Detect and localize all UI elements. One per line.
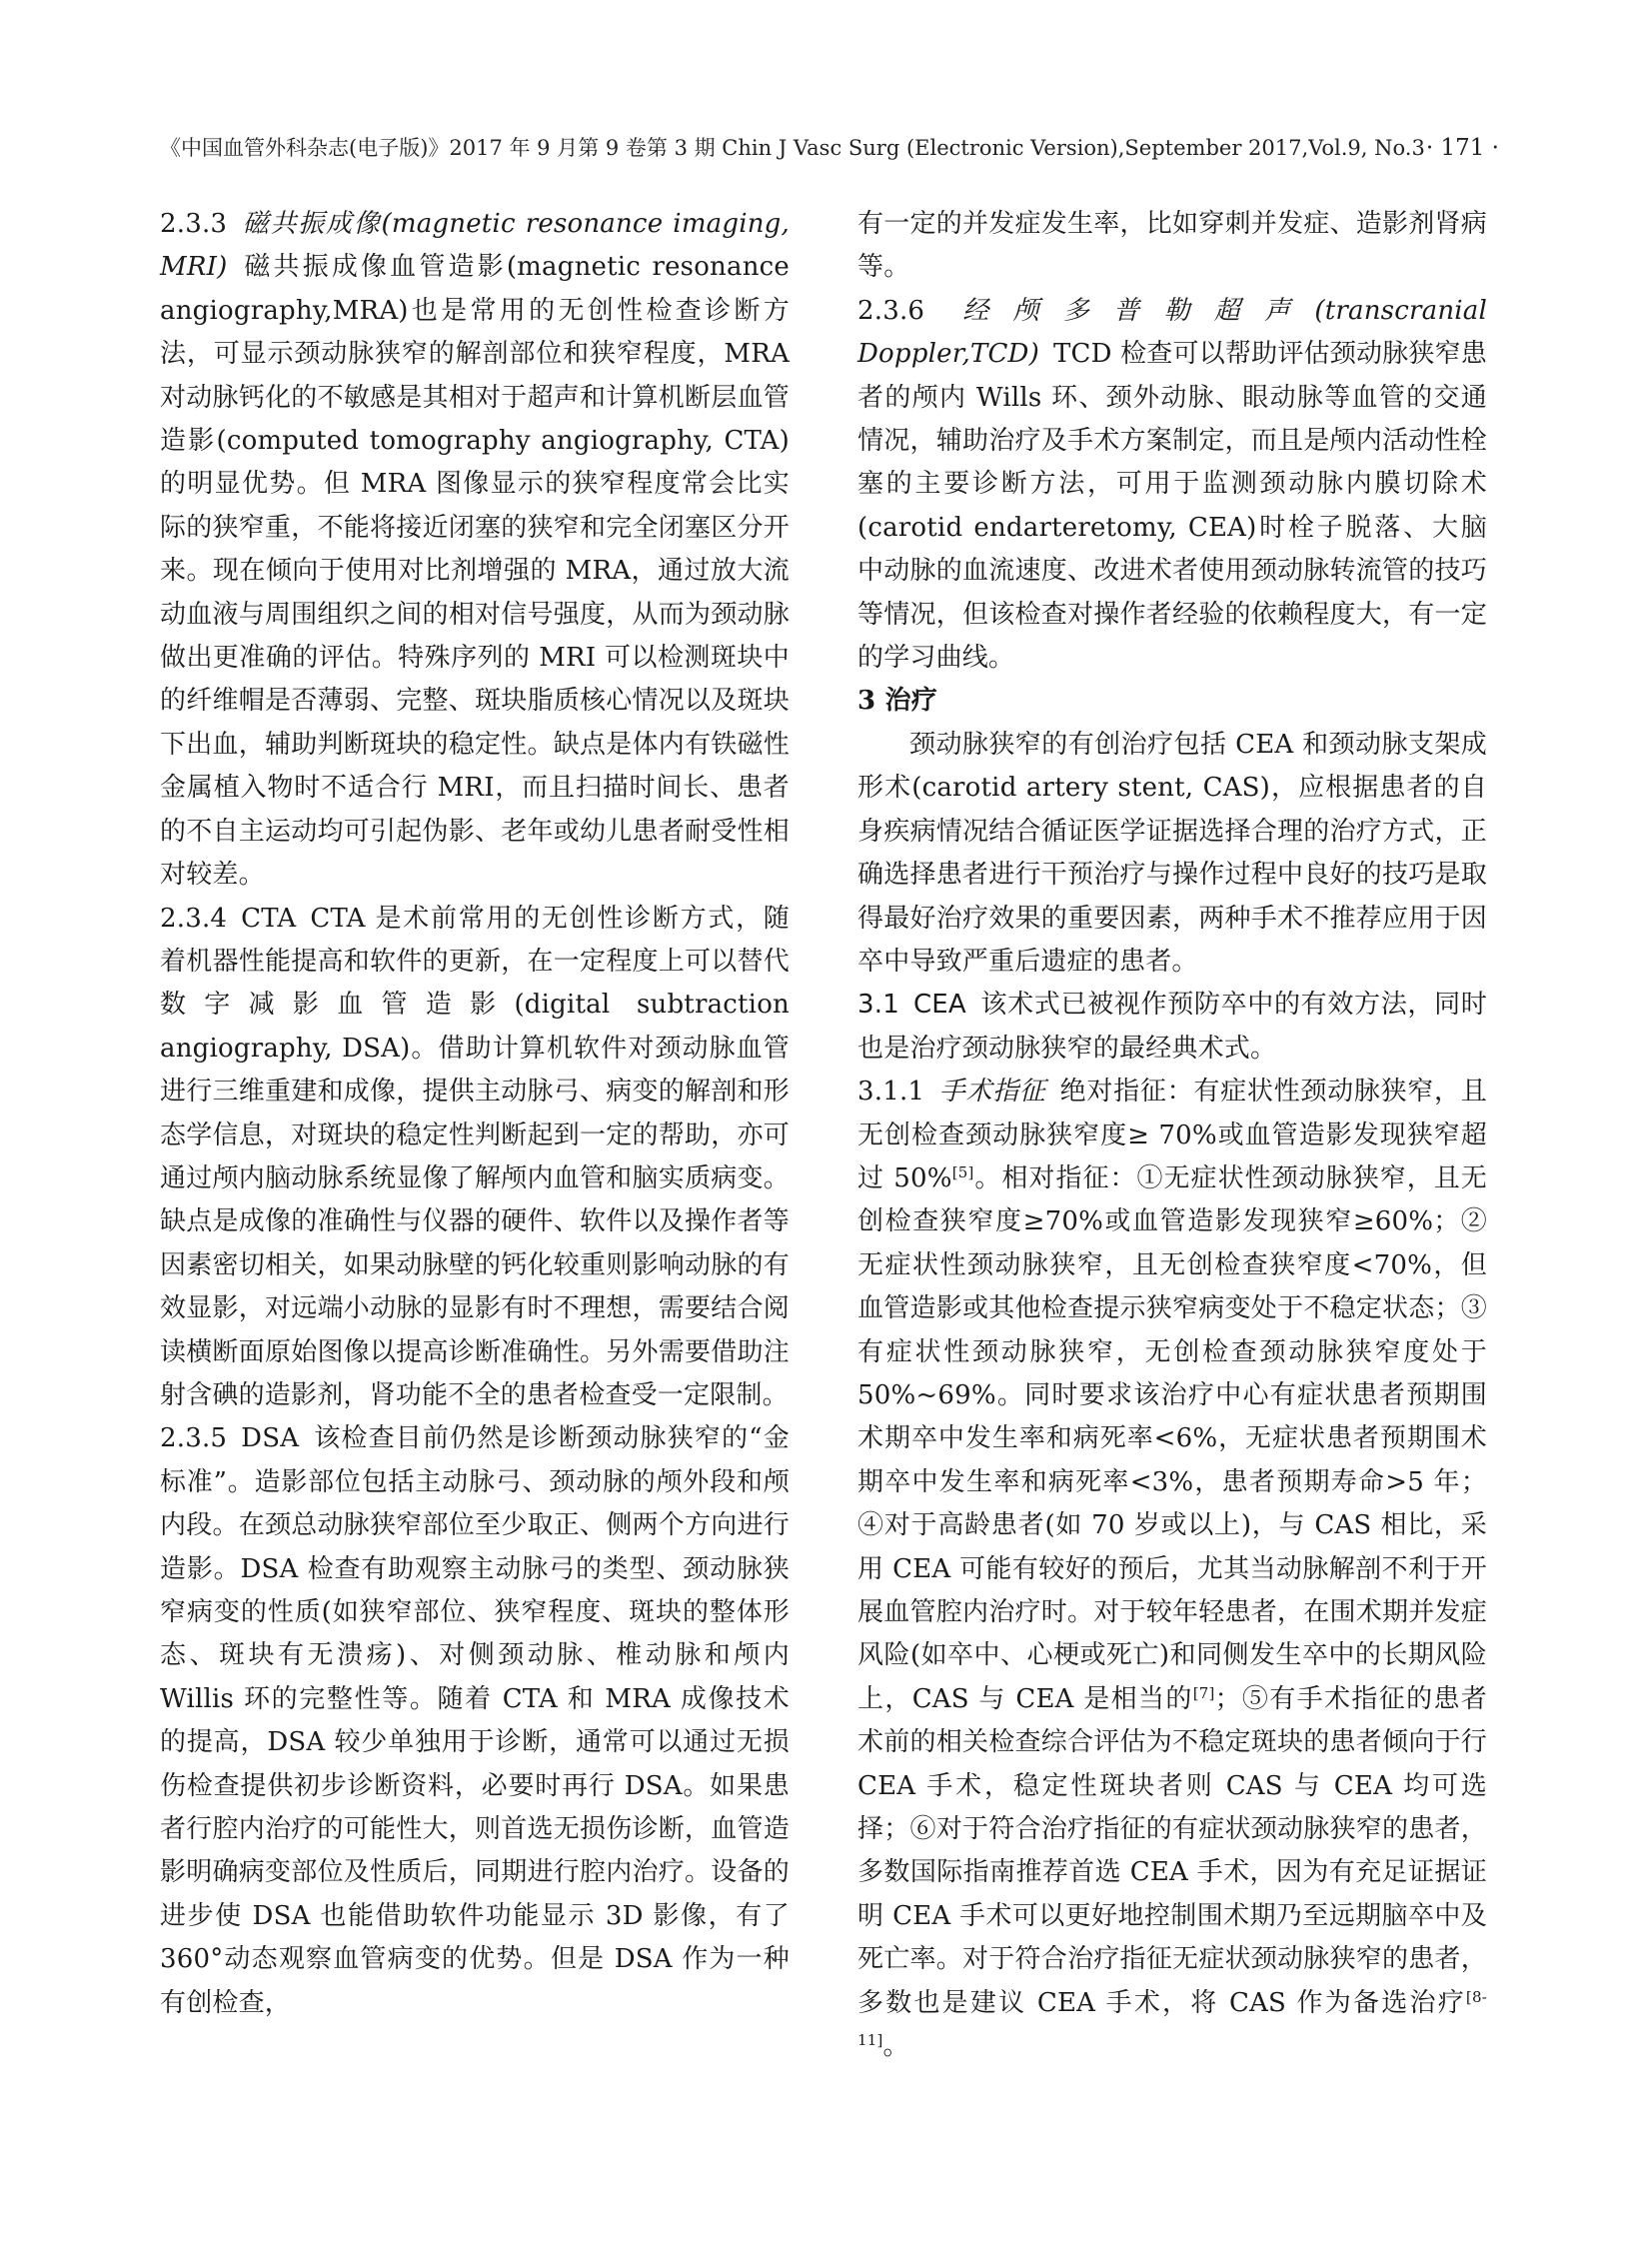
section-body-part-3: ；⑤有手术指征的患者术前的相关检查综合评估为不稳定斑块的患者倾向于行 CEA 手术，稳定性斑块者则 CAS 与 CEA 均可选择；⑥对于符合治疗指征的有症状颈动脉狭窄的患者，多数国际指南推荐首选 CEA 手术，因为有充足证据证明 CEA 手术可以更好地控制围术期乃至远期脑卒中及死亡率。对于符合治疗指征无症状颈动脉狭窄的患者，多数也是建议 CEA 手术，将 CAS 作为备选治疗 [857, 1683, 1487, 2018]
reference-citation: [5] [951, 1162, 974, 1181]
section-2-3-6 [857, 290, 1487, 681]
section-body-part-1: 绝对指征：有症状性颈动脉狭窄，且无创检查颈动脉狭窄度≥ 70%或血管造影发现狭窄超过 50% [857, 1077, 1487, 1193]
section-number: 2.3.6 [857, 295, 925, 326]
section-number: 3.1.1 [857, 1077, 925, 1108]
section-body: 磁共振成像血管造影(magnetic resonance angiography,MRA)也是常用的无创性检查诊断方法，可显示颈动脉狭窄的解剖部位和狭窄程度，MRA 对动脉钙化的不敏感是其相对于超声和计算机断层血管造影(computed tomography angiography, CTA)的明显优势。但 MRA 图像显示的狭窄程度常会比实际的狭窄重，不能将接近闭塞的狭窄和完全闭塞区分开来。现在倾向于使用对比剂增强的 MRA，通过放大流动血液与周围组织之间的相对信号强度，从而为颈动脉做出更准确的评估。特殊序列的 MRI 可以检测斑块中的纤维帽是否薄弱、完整、斑块脂质核心情况以及斑块下出血，辅助判断斑块的稳定性。缺点是体内有铁磁性金属植入物时不适合行 MRI，而且扫描时间长、患者的不自主运动均可引起伪影、老年或幼儿患者耐受性相对较差。 [160, 252, 790, 891]
section-number: 2.3.5 [160, 1423, 228, 1454]
section-title: DSA [241, 1423, 300, 1454]
section-3-heading: 3 治疗 [857, 686, 937, 717]
section-title: 经颅多普勒超声(transcranial Doppler,TCD) [857, 295, 1487, 370]
journal-citation: 《中国血管外科杂志(电子版)》2017 年 9 月第 9 卷第 3 期 Chin J Vasc Surg (Electronic Version),September 2017,Vol.9, No.3 [160, 136, 1425, 160]
section-title: CEA [912, 990, 966, 1021]
section-title: 手术指征 [938, 1077, 1046, 1108]
right-column [857, 203, 1487, 2068]
reference-citation: [7] [1192, 1683, 1215, 1702]
section-body: 该检查目前仍然是诊断颈动脉狭窄的“金标准”。造影部位包括主动脉弓、颈动脉的颅外段和颅内段。在颈总动脉狭窄部位至少取正、侧两个方向进行造影。DSA 检查有助观察主动脉弓的类型、颈动脉狭窄病变的性质(如狭窄部位、狭窄程度、斑块的整体形态、斑块有无溃疡)、对侧颈动脉、椎动脉和颅内 Willis 环的完整性等。随着 CTA 和 MRA 成像技术的提高，DSA 较少单独用于诊断，通常可以通过无损伤检查提供初步诊断资料，必要时再行 DSA。如果患者行腔内治疗的可能性大，则首选无损伤诊断，血管造影明确病变部位及性质后，同期进行腔内治疗。设备的进步使 DSA 也能借助软件功能显示 3D 影像，有了 360°动态观察血管病变的优势。但是 DSA 作为一种有创检查， [160, 1423, 790, 2018]
section-3-body: 颈动脉狭窄的有创治疗包括 CEA 和颈动脉支架成形术(carotid artery stent, CAS)，应根据患者的自身疾病情况结合循证医学证据选择合理的治疗方式，正确选择患者进行干预治疗与操作过程中良好的技巧是取得最好治疗效果的重要因素，两种手术不推荐应用于因卒中导致严重后遗症的患者。 [857, 729, 1487, 977]
section-body-part-4: 。 [882, 2031, 909, 2062]
section-2-3-5 [160, 1417, 790, 2025]
section-number: 3.1 [857, 990, 899, 1021]
page-header [160, 128, 1499, 168]
section-body: CTA 是术前常用的无创性诊断方式，随着机器性能提高和软件的更新，在一定程度上可以替代数字减影血管造影(digital subtraction angiography, DSA)。借助计算机软件对颈动脉血管进行三维重建和成像，提供主动脉弓、病变的解剖和形态学信息，对斑块的稳定性判断起到一定的帮助，亦可通过颅内脑动脉系统显像了解颅内血管和脑实质病变。缺点是成像的准确性与仪器的硬件、软件以及操作者等因素密切相关，如果动脉壁的钙化较重则影响动脉的有效显影，对远端小动脉的显影有时不理想，需要结合阅读横断面原始图像以提高诊断准确性。另外需要借助注射含碘的造影剂，肾功能不全的患者检查受一定限制。 [160, 903, 790, 1410]
section-title: 磁共振成像(magnetic resonance imaging, MRI) [160, 209, 790, 283]
reference-citation: [8-11] [857, 1987, 1487, 2050]
section-body: 该术式已被视作预防卒中的有效方法，同时也是治疗颈动脉狭窄的最经典术式。 [857, 990, 1487, 1064]
section-number: 2.3.4 [160, 903, 228, 934]
section-body-part-2: 。相对指征：①无症状性颈动脉狭窄，且无创检查狭窄度≥70%或血管造影发现狭窄≥60%；②无症状性颈动脉狭窄，且无创检查狭窄度<70%，但血管造影或其他检查提示狭窄病变处于不稳定状态；③有症状性颈动脉狭窄，无创检查颈动脉狭窄度处于 50%~69%。同时要求该治疗中心有症状患者预期围术期卒中发生率和病死率<6%，无症状患者预期围术期卒中发生率和病死率<3%，患者预期寿命>5 年；④对于高龄患者(如 70 岁或以上)，与 CAS 相比，采用 CEA 可能有较好的预后，尤其当动脉解剖不利于开展血管腔内治疗时。对于较年轻患者，在围术期并发症风险(如卒中、心梗或死亡)和同侧发生卒中的长期风险上，CAS 与 CEA 是相当的 [857, 1162, 1487, 1714]
section-3-1 [857, 984, 1487, 1071]
section-2-3-3 [160, 203, 790, 898]
section-2-3-5-continued: 有一定的并发症发生率，比如穿刺并发症、造影剂肾病等。 [857, 209, 1487, 283]
section-body: TCD 检查可以帮助评估颈动脉狭窄患者的颅内 Wills 环、颈外动脉、眼动脉等血管的交通情况，辅助治疗及手术方案制定，而且是颅内活动性栓塞的主要诊断方法，可用于监测颈动脉内膜切除术(carotid endarteretomy, CEA)时栓子脱落、大脑中动脉的血流速度、改进术者使用颈动脉转流管的技巧等情况，但该检查对操作者经验的依赖程度大，有一定的学习曲线。 [857, 339, 1487, 674]
section-number: 2.3.3 [160, 209, 228, 239]
section-2-3-4 [160, 898, 790, 1418]
left-column [160, 203, 790, 2025]
section-title: CTA [241, 903, 297, 934]
page-number: · 171 · [1425, 135, 1499, 161]
section-3-1-1 [857, 1071, 1487, 2068]
